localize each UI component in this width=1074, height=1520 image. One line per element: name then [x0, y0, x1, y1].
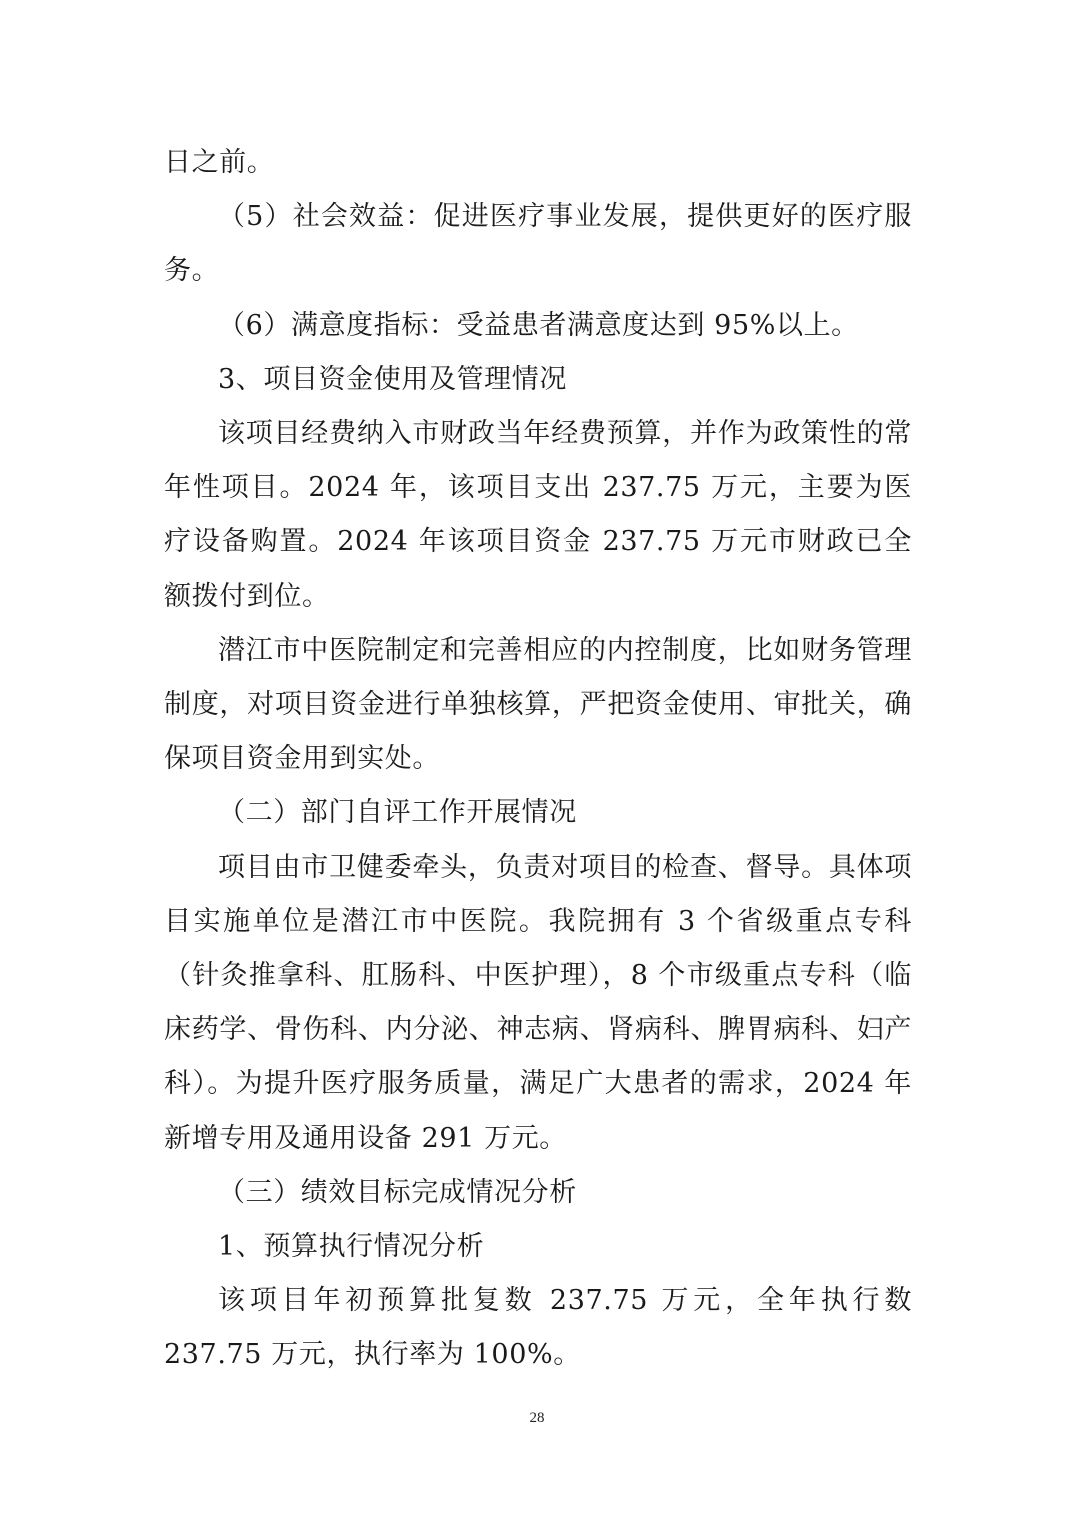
paragraph-execution-rate: 该项目年初预算批复数 237.75 万元，全年执行数 237.75 万元，执行率为 100%。 — [164, 1285, 912, 1371]
paragraph-satisfaction: （6）满意度指标：受益患者满意度达到 95%以上。 — [218, 309, 859, 341]
heading-performance-analysis: （三）绩效目标完成情况分析 — [218, 1176, 577, 1208]
heading-budget-execution: 1、预算执行情况分析 — [218, 1231, 485, 1263]
paragraph-social-benefit: （5）社会效益：促进医疗事业发展，提供更好的医疗服务。 — [164, 201, 912, 287]
heading-self-evaluation: （二）部门自评工作开展情况 — [218, 797, 577, 829]
heading-fund-usage: 3、项目资金使用及管理情况 — [218, 363, 567, 395]
paragraph-fund-budget: 该项目经费纳入市财政当年经费预算，并作为政策性的常年性项目。2024 年，该项目支出 237.75 万元，主要为医疗设备购置。2024 年该项目资金 237.75 万元市财政已全额拨付到位。 — [164, 418, 912, 612]
body-text — [164, 136, 912, 1383]
paragraph-internal-control: 潜江市中医院制定和完善相应的内控制度，比如财务管理制度，对项目资金进行单独核算，严把资金使用、审批关，确保项目资金用到实处。 — [164, 634, 912, 775]
paragraph-continuation: 日之前。 — [164, 147, 275, 178]
page-number: 28 — [529, 1410, 545, 1426]
paragraph-project-lead: 项目由市卫健委牵头，负责对项目的检查、督导。具体项目实施单位是潜江市中医院。我院拥有 3 个省级重点专科（针灸推拿科、肛肠科、中医护理），8 个市级重点专科（临床药学、骨伤科、内分泌、神志病、肾病科、脾胃病科、妇产科）。为提升医疗服务质量，满足广大患者的需求，2024 年新增专用及通用设备 291 万元。 — [164, 851, 912, 1154]
